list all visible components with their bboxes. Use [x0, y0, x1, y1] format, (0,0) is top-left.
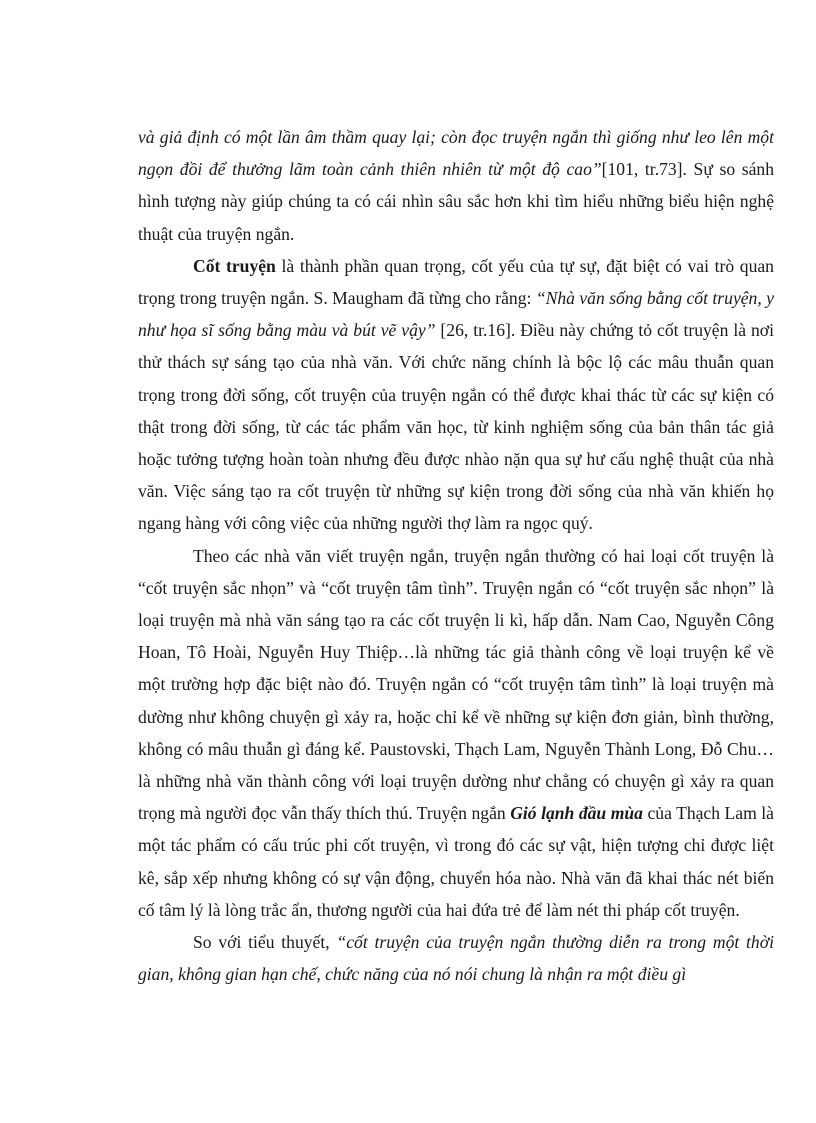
body-text: So với tiểu thuyết, [193, 932, 337, 953]
body-text: của Thạch Lam là một tác phẩm có cấu trúc phi cốt truyện, vì trong đó các sự vật, hiện tượng chỉ được liệt kê, sắp xếp nhưng không có sự vận động, chuyển hóa nào. Nhà văn đã khai thác nét biến cố tâm lý là lòng trắc ẩn, thương người của hai đứa trẻ để làm nét thi pháp cốt truyện. [138, 803, 774, 920]
paragraph-2 [138, 250, 774, 540]
work-title: Gió lạnh đầu mùa [510, 803, 643, 824]
quote-text: và giả định có một lần âm thầm quay lại; còn đọc truyện ngắn thì giống như leo lên một ngọn đồi để thưởng lãm toàn cảnh thiên nhiên từ một độ cao” [138, 127, 774, 180]
document-body [138, 121, 774, 990]
quote-text: “cốt truyện của truyện ngắn thường diễn ra trong một thời gian, không gian hạn chế, chức năng của nó nói chung là nhận ra một điều gì [138, 932, 774, 985]
term-heading: Cốt truyện [193, 255, 276, 276]
paragraph-1 [138, 121, 774, 250]
body-text: [101, tr.73]. Sự so sánh hình tượng này giúp chúng ta có cái nhìn sâu sắc hơn khi tìm hiểu những biểu hiện nghệ thuật của truyện ngắn. [138, 159, 774, 244]
body-text: là thành phần quan trọng, cốt yếu của tự sự, đặt biệt có vai trò quan trọng trong truyện ngắn. S. Maugham đã từng cho rằng: [138, 255, 774, 309]
body-text: [26, tr.16]. Điều này chứng tỏ cốt truyện là nơi thử thách sự sáng tạo của nhà văn. Với chức năng chính là bộc lộ các mâu thuẫn quan trọng trong đời sống, cốt truyện của truyện ngắn có thể được khai thác từ các sự kiện có thật trong đời sống, từ các tác phẩm văn học, từ kinh nghiệm sống của bản thân tác giả hoặc tưởng tượng hoàn toàn nhưng đều được nhào nặn qua sự hư cấu nghệ thuật của nhà văn. Việc sáng tạo ra cốt truyện từ những sự kiện trong đời sống của nhà văn khiến họ ngang hàng với công việc của những người thợ làm ra ngọc quý. [138, 320, 774, 534]
paragraph-4 [138, 926, 774, 990]
quote-text: “Nhà văn sống bằng cốt truyện, y như họa sĩ sống bằng màu và bút vẽ vậy” [138, 288, 774, 341]
body-text: Theo các nhà văn viết truyện ngắn, truyện ngắn thường có hai loại cốt truyện là “cốt truyện sắc nhọn” và “cốt truyện tâm tình”. Truyện ngắn có “cốt truyện sắc nhọn” là loại truyện mà nhà văn sáng tạo ra các cốt truyện li kì, hấp dẫn. Nam Cao, Nguyễn Công Hoan, Tô Hoài, Nguyễn Huy Thiệp…là những tác giả thành công về loại truyện kể về một trường hợp đặc biệt nào đó. Truyện ngắn có “cốt truyện tâm tình” là loại truyện mà dường như không chuyện gì xảy ra, hoặc chỉ kể về những sự kiện đơn giản, bình thường, không có mâu thuẫn gì đáng kể. Paustovski, Thạch Lam, Nguyễn Thành Long, Đỗ Chu…là những nhà văn thành công với loại truyện dường như chẳng có chuyện gì xảy ra quan trọng mà người đọc vẫn thấy thích thú. Truyện ngắn [138, 545, 774, 824]
paragraph-3 [138, 540, 774, 926]
